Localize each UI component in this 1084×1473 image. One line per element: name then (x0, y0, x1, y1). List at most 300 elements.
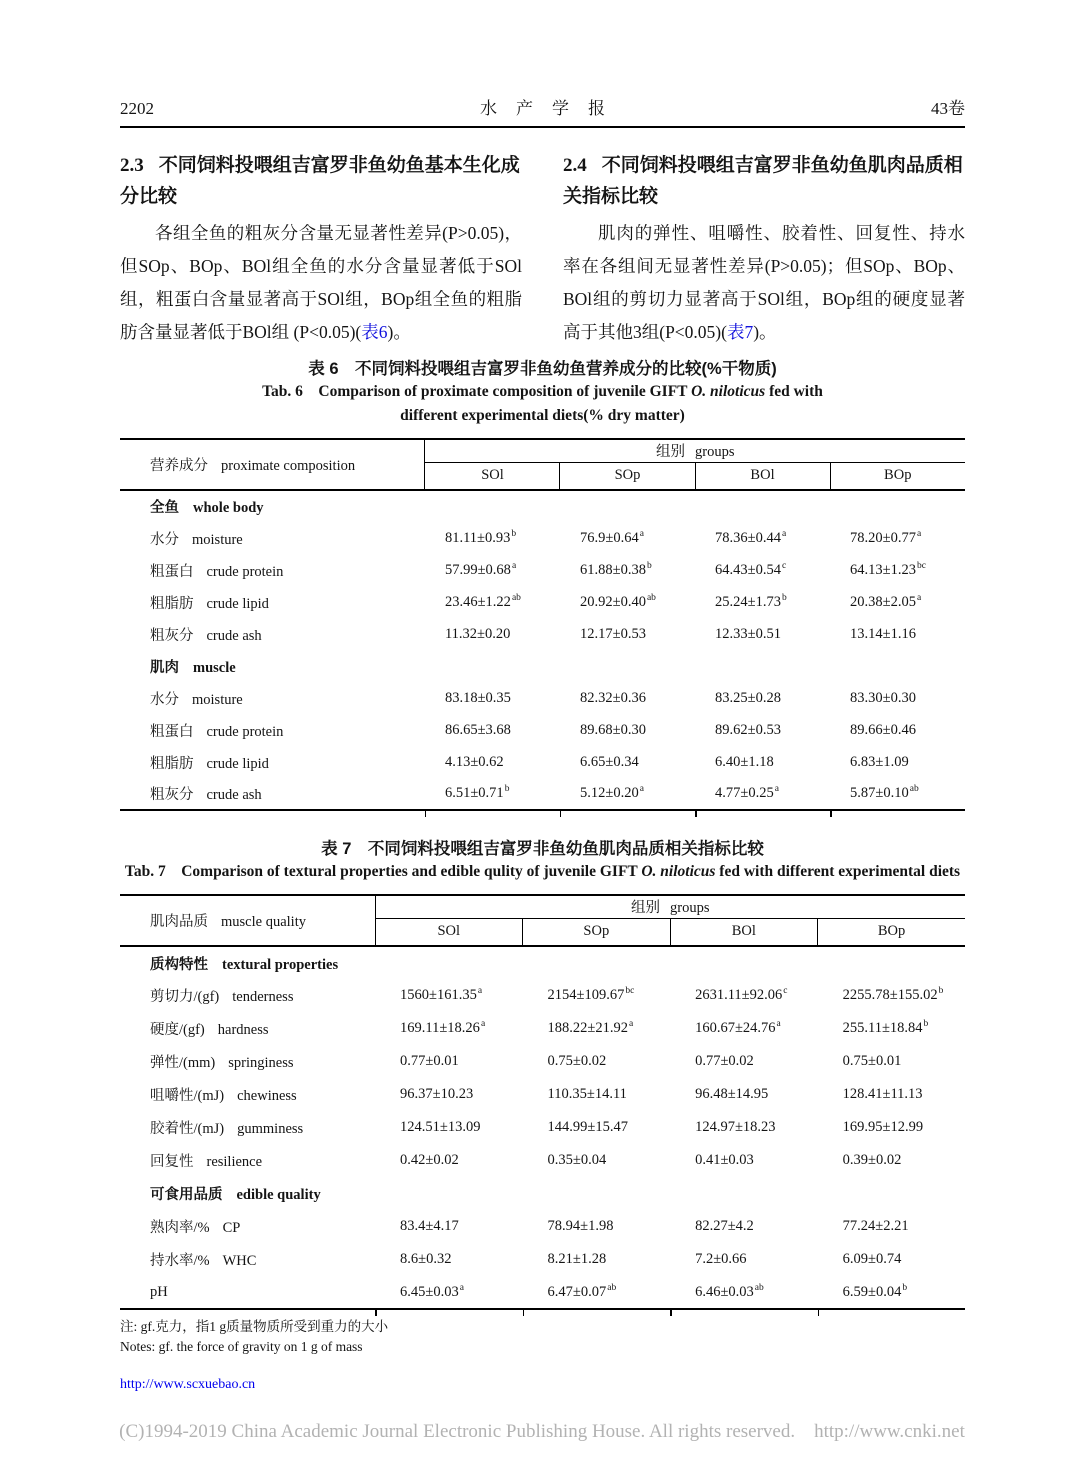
value: 7.2±0.66 (695, 1251, 747, 1267)
data-row (120, 746, 965, 778)
row-label-zh: 水分 (150, 531, 179, 548)
significance-superscript: b (902, 1282, 908, 1293)
section-row (120, 1177, 965, 1210)
value-cell (830, 522, 965, 554)
value-cell (830, 618, 965, 650)
section-label-zh: 质构特性 (150, 956, 208, 973)
value: 13.14±1.16 (850, 625, 916, 642)
row-label-zh: 粗脂肪 (150, 595, 194, 612)
value: 6.46±0.03 (695, 1283, 754, 1300)
value: 89.62±0.53 (715, 721, 781, 738)
value-cell (670, 1144, 818, 1177)
value-cell (695, 618, 830, 650)
value: 57.99±0.68 (444, 561, 511, 578)
value-cell (375, 1243, 523, 1276)
value: 5.87±0.10 (850, 785, 909, 801)
value-cell (695, 554, 830, 586)
row-label-zh: 回复性 (150, 1154, 194, 1170)
significance-superscript: a (776, 1019, 781, 1030)
row-label-en: resilience (206, 1154, 263, 1170)
two-column-text (120, 150, 965, 349)
row-label (120, 554, 425, 586)
value-cell (695, 522, 830, 554)
significance-superscript: b (511, 528, 517, 539)
column-header-bol: BOl (670, 918, 818, 946)
table6-link[interactable]: 表6 (361, 322, 388, 342)
row-label-en: hardness (217, 1022, 269, 1038)
value: 6.65±0.34 (579, 753, 639, 770)
value: 96.48±14.95 (695, 1086, 769, 1102)
value-cell (523, 1243, 671, 1276)
significance-superscript: ab (511, 592, 521, 603)
value: 83.18±0.35 (444, 689, 511, 706)
value: 0.35±0.04 (547, 1152, 607, 1168)
data-row (120, 1243, 965, 1276)
row-label-zh: 水分 (150, 691, 179, 708)
row-label-zh: 粗蛋白 (150, 563, 194, 580)
title-text: fed with different experimental diets (715, 863, 961, 880)
section-label-zh: 可食用品质 (150, 1187, 223, 1203)
value-cell (375, 1045, 523, 1078)
value: 2631.11±92.06 (695, 987, 783, 1003)
data-row (120, 682, 965, 714)
column-header-sol: SOl (437, 923, 461, 940)
value-cell (425, 778, 560, 810)
section-heading-2-3 (120, 150, 522, 212)
value-cell (425, 618, 560, 650)
value-cell (375, 1144, 523, 1177)
stub-header-en: proximate composition (221, 458, 356, 474)
page-number: 2202 (120, 99, 154, 118)
value-cell (830, 586, 965, 618)
row-label (120, 979, 375, 1012)
row-label-en: gumminess (237, 1121, 304, 1137)
column-header-bop: BOp (818, 918, 965, 946)
significance-superscript: b (646, 560, 652, 571)
significance-superscript: b (504, 784, 510, 795)
value: 6.09±0.74 (842, 1251, 902, 1267)
row-label-en: crude protein (206, 563, 284, 580)
section-label-zh: 肌肉 (150, 659, 179, 676)
value: 83.25±0.28 (715, 689, 781, 706)
significance-superscript: a (480, 1019, 486, 1030)
row-label (120, 1111, 375, 1144)
value: 110.35±14.11 (547, 1086, 627, 1102)
species-name: O. niloticus (691, 383, 766, 400)
section-label-en: edible quality (236, 1187, 321, 1203)
row-label-zh: pH (150, 1283, 168, 1300)
value-cell (375, 979, 523, 1012)
value: 96.37±10.23 (400, 1086, 474, 1102)
value-cell (560, 554, 695, 586)
data-row (120, 618, 965, 650)
table7 (120, 894, 965, 1310)
journal-url-link[interactable]: http://www.scxuebao.cn (120, 1377, 256, 1392)
significance-superscript: a (916, 528, 922, 539)
row-label-en: crude lipid (206, 595, 269, 612)
value: 89.66±0.46 (850, 721, 916, 738)
value: 20.38±2.05 (850, 593, 916, 610)
significance-superscript: ab (909, 784, 919, 795)
data-row (120, 586, 965, 618)
column-tick (670, 1310, 672, 1317)
species-name: O. niloticus (641, 863, 716, 880)
significance-superscript: c (781, 560, 787, 571)
table6-wrapper (120, 438, 965, 811)
value-cell (523, 979, 671, 1012)
value: 12.33±0.51 (715, 625, 781, 642)
row-label-en: WHC (222, 1253, 257, 1269)
value: 61.88±0.38 (579, 561, 646, 578)
row-label-zh: 粗脂肪 (150, 755, 194, 772)
data-row (120, 778, 965, 810)
value-cell (523, 1045, 671, 1078)
section-title: 不同饲料投喂组吉富罗非鱼幼鱼肌肉品质相关指标比较 (563, 155, 963, 207)
journal-title: 水产学报 (480, 99, 624, 118)
copyright-line: (C)1994-2019 China Academic Journal Electronic Publishing House. All rights reserved. http://www.cnki.net (119, 1421, 965, 1442)
value-cell (670, 1012, 818, 1045)
value-cell (818, 1045, 965, 1078)
table7-link[interactable]: 表7 (726, 322, 754, 342)
column-header-sop: SOp (560, 462, 695, 490)
row-label (120, 1012, 375, 1045)
note-en: Notes: gf. the force of gravity on 1 g of mass (120, 1339, 363, 1354)
row-label-zh: 熟肉率/% (150, 1220, 210, 1236)
paragraph-2-4 (563, 217, 965, 349)
row-label (120, 746, 425, 778)
value-cell (560, 522, 695, 554)
value: 64.43±0.54 (715, 561, 781, 578)
significance-superscript: b (781, 592, 787, 603)
table6-title-en-line1 (120, 380, 965, 404)
value-cell (375, 1210, 523, 1243)
section-number: 2.4 (563, 155, 587, 176)
table6-title-en-line2: different experimental diets(% dry matter) (400, 407, 685, 424)
row-label-en: springiness (228, 1055, 294, 1071)
row-label-en: crude ash (206, 627, 262, 644)
paragraph-text: )。 (387, 322, 411, 342)
row-label (120, 586, 425, 618)
journal-site (120, 1377, 965, 1393)
value: 76.9±0.64 (579, 529, 639, 546)
value-cell (670, 1045, 818, 1078)
value: 6.83±1.09 (850, 753, 909, 770)
section-row (120, 946, 965, 979)
value-cell (375, 1276, 523, 1309)
data-row (120, 1078, 965, 1111)
significance-superscript: a (459, 1282, 464, 1293)
value-cell (818, 1078, 965, 1111)
value: 2255.78±155.02 (842, 987, 938, 1003)
stub-header-zh: 肌肉品质 (150, 914, 208, 930)
value-cell (830, 778, 965, 810)
value-cell (670, 979, 818, 1012)
value: 89.68±0.30 (579, 721, 646, 738)
value: 0.42±0.02 (400, 1152, 459, 1168)
groups-header-en: groups (670, 900, 710, 917)
value: 6.51±0.71 (444, 785, 504, 801)
significance-superscript: bc (625, 986, 635, 997)
value: 12.17±0.53 (579, 625, 646, 642)
paragraph-2-3 (120, 217, 522, 349)
value-cell (818, 979, 965, 1012)
value-cell (560, 682, 695, 714)
value: 0.75±0.02 (547, 1053, 607, 1069)
note-zh: 注: gf.克力，指1 g质量物质所受到重力的大小 (120, 1319, 389, 1334)
value: 77.24±2.21 (842, 1218, 909, 1234)
value: 2154±109.67 (547, 987, 625, 1003)
paragraph-text: )。 (753, 322, 777, 342)
row-label-zh: 硬度/(gf) (150, 1022, 205, 1038)
value-cell (560, 778, 695, 810)
value-cell (818, 1243, 965, 1276)
data-row (120, 1012, 965, 1045)
value: 8.6±0.32 (400, 1251, 452, 1267)
value: 82.27±4.2 (695, 1218, 754, 1234)
value-cell (425, 522, 560, 554)
row-label (120, 1144, 375, 1177)
value: 4.13±0.62 (444, 753, 504, 770)
data-row (120, 522, 965, 554)
row-label (120, 618, 425, 650)
column-tick (818, 1310, 820, 1317)
column-header-sol: SOl (481, 467, 504, 484)
significance-superscript: a (629, 1019, 634, 1030)
row-label-en: tenderness (232, 989, 294, 1005)
value-cell (425, 554, 560, 586)
row-label (120, 682, 425, 714)
significance-superscript: a (639, 784, 644, 795)
value-cell (560, 586, 695, 618)
column-header-bol: BOl (695, 462, 830, 490)
value-cell (425, 586, 560, 618)
section-heading-2-4 (563, 150, 965, 212)
section-label-en: textural properties (222, 956, 339, 973)
value: 25.24±1.73 (715, 593, 781, 610)
value-cell (670, 1111, 818, 1144)
value: 86.65±3.68 (444, 721, 511, 738)
paragraph-text: 肌肉的弹性、咀嚼性、胶着性、回复性、持水率在各组间无显著性差异(P>0.05)；但SOp、BOp、BOl组的剪切力显著高于SOl组，BOp组的硬度显著高于其他3组(P<0.05)( (563, 223, 965, 342)
row-label-en: crude lipid (206, 755, 269, 772)
value-cell (818, 1012, 965, 1045)
value-cell (830, 682, 965, 714)
row-label (120, 1045, 375, 1078)
value-cell (695, 586, 830, 618)
row-label-zh: 粗蛋白 (150, 723, 194, 740)
table7-title-en (120, 860, 965, 884)
data-row (120, 714, 965, 746)
significance-superscript: a (639, 528, 644, 539)
value: 0.77±0.01 (400, 1053, 459, 1069)
table6 (120, 438, 965, 811)
value-cell (670, 1078, 818, 1111)
value-cell (425, 746, 560, 778)
paragraph-text: 各组全鱼的粗灰分含量无显著性差异(P>0.05)，但SOp、BOp、BOl组全鱼的水分含量显著低于SOl组，粗蛋白含量显著高于SOl组，BOp组全鱼的粗脂肪含量显著低于BOl组 (P<0.05)( (120, 223, 522, 342)
value: 169.95±12.99 (842, 1119, 924, 1135)
value: 6.40±1.18 (715, 753, 774, 770)
row-label-zh: 胶着性/(mJ) (150, 1121, 225, 1137)
value: 1560±161.35 (400, 987, 477, 1003)
value-cell (560, 714, 695, 746)
row-label-en: CP (222, 1220, 241, 1236)
running-head (120, 94, 965, 128)
value-cell (818, 1210, 965, 1243)
data-row (120, 554, 965, 586)
section-cell (120, 1177, 965, 1210)
value-cell (670, 1243, 818, 1276)
value: 255.11±18.84 (842, 1020, 923, 1036)
table-notes (120, 1317, 965, 1357)
value-cell (670, 1210, 818, 1243)
value-cell (523, 1144, 671, 1177)
value: 83.4±4.17 (400, 1218, 459, 1234)
section-cell (120, 946, 965, 979)
value-cell (560, 746, 695, 778)
row-label-zh: 咀嚼性/(mJ) (150, 1088, 225, 1104)
value: 8.21±1.28 (547, 1251, 607, 1267)
value-cell (425, 682, 560, 714)
value: 6.59±0.04 (842, 1283, 902, 1300)
row-label (120, 522, 425, 554)
title-text: Tab. 7 Comparison of textural properties and edible qulity of juvenile GIFT (124, 863, 642, 880)
significance-superscript: bc (916, 560, 926, 571)
row-label (120, 714, 425, 746)
section-title: 不同饲料投喂组吉富罗非鱼幼鱼基本生化成分比较 (120, 155, 520, 207)
stub-header-en: muscle quality (221, 914, 306, 930)
data-row (120, 1210, 965, 1243)
row-label (120, 778, 425, 810)
value-cell (523, 1210, 671, 1243)
value: 64.13±1.23 (850, 561, 916, 578)
title-text: Tab. 6 Comparison of proximate composition of juvenile GIFT (262, 383, 692, 400)
significance-superscript: ab (607, 1282, 617, 1293)
row-label-en: crude ash (206, 787, 262, 803)
value-cell (523, 1012, 671, 1045)
value-cell (375, 1012, 523, 1045)
section-label-en: whole body (193, 500, 264, 516)
value-cell (425, 714, 560, 746)
groups-header (425, 439, 965, 462)
title-text: fed with (765, 383, 823, 400)
value: 23.46±1.22 (444, 593, 511, 610)
column-tick (695, 811, 697, 818)
row-label-en: moisture (192, 531, 243, 548)
data-row (120, 1276, 965, 1309)
section-number: 2.3 (120, 155, 144, 176)
row-label-zh: 剪切力/(gf) (150, 989, 220, 1005)
significance-superscript: a (511, 560, 517, 571)
value-cell (695, 714, 830, 746)
row-label-en: moisture (192, 691, 243, 708)
value: 4.77±0.25 (715, 785, 774, 801)
value-cell (375, 1111, 523, 1144)
table6-title-zh: 表 6 不同饲料投喂组吉富罗非鱼幼鱼营养成分的比较(%干物质) (308, 360, 777, 378)
left-column (120, 150, 522, 349)
row-label-en: chewiness (237, 1088, 297, 1104)
column-tick (830, 811, 832, 818)
column-header-sop: SOp (523, 918, 671, 946)
data-row (120, 1111, 965, 1144)
value-cell (670, 1276, 818, 1309)
column-tick (560, 811, 562, 818)
groups-header (375, 895, 965, 918)
table7-title-zh: 表 7 不同饲料投喂组吉富罗非鱼幼鱼肌肉品质相关指标比较 (321, 840, 764, 858)
groups-header-zh: 组别 (631, 900, 661, 917)
value-cell (830, 714, 965, 746)
value: 6.47±0.07 (547, 1283, 607, 1300)
value: 0.41±0.03 (695, 1152, 754, 1168)
table7-wrapper (120, 894, 965, 1310)
significance-superscript: b (923, 1019, 929, 1030)
value: 20.92±0.40 (579, 593, 646, 610)
row-label-zh: 粗灰分 (150, 627, 194, 644)
value: 6.45±0.03 (400, 1283, 459, 1300)
value: 82.32±0.36 (579, 689, 646, 706)
value-cell (695, 778, 830, 810)
significance-superscript: b (938, 986, 944, 997)
row-label-zh: 弹性/(mm) (150, 1055, 216, 1071)
value: 83.30±0.30 (850, 689, 916, 706)
data-row (120, 1045, 965, 1078)
value: 188.22±21.92 (547, 1020, 629, 1036)
value-cell (695, 746, 830, 778)
value: 124.97±18.23 (695, 1119, 776, 1135)
row-label-en: crude protein (206, 723, 284, 740)
value: 169.11±18.26 (400, 1020, 480, 1036)
section-cell (120, 490, 965, 522)
significance-superscript: a (916, 592, 922, 603)
row-label-zh: 粗灰分 (150, 787, 194, 803)
stub-header (120, 895, 375, 946)
data-row (120, 979, 965, 1012)
row-label (120, 1276, 375, 1309)
row-label (120, 1078, 375, 1111)
row-label-zh: 持水率/% (150, 1253, 210, 1269)
groups-header-zh: 组别 (655, 444, 685, 461)
value-cell (818, 1111, 965, 1144)
value-cell (830, 746, 965, 778)
significance-superscript: ab (646, 592, 656, 603)
significance-superscript: c (783, 986, 788, 997)
value: 11.32±0.20 (444, 625, 511, 642)
value: 81.11±0.93 (444, 529, 511, 546)
section-row (120, 650, 965, 682)
value-cell (818, 1276, 965, 1309)
section-cell (120, 650, 965, 682)
section-label-zh: 全鱼 (150, 500, 179, 516)
column-tick (523, 1310, 525, 1317)
value: 160.67±24.76 (695, 1020, 776, 1036)
value: 78.94±1.98 (547, 1218, 614, 1234)
value-cell (523, 1276, 671, 1309)
value: 0.39±0.02 (842, 1152, 902, 1168)
volume-number: 43卷 (931, 99, 965, 118)
stub-header (120, 439, 425, 490)
groups-header-en: groups (694, 444, 735, 461)
row-label (120, 1210, 375, 1243)
value: 0.75±0.01 (842, 1053, 902, 1069)
row-label (120, 1243, 375, 1276)
value: 78.20±0.77 (850, 529, 916, 546)
value-cell (560, 618, 695, 650)
column-tick (375, 1310, 377, 1317)
significance-superscript: a (774, 784, 779, 795)
value: 5.12±0.20 (579, 785, 639, 801)
value: 124.51±13.09 (400, 1119, 481, 1135)
significance-superscript: a (477, 986, 483, 997)
value-cell (830, 554, 965, 586)
significance-superscript: ab (754, 1282, 764, 1293)
